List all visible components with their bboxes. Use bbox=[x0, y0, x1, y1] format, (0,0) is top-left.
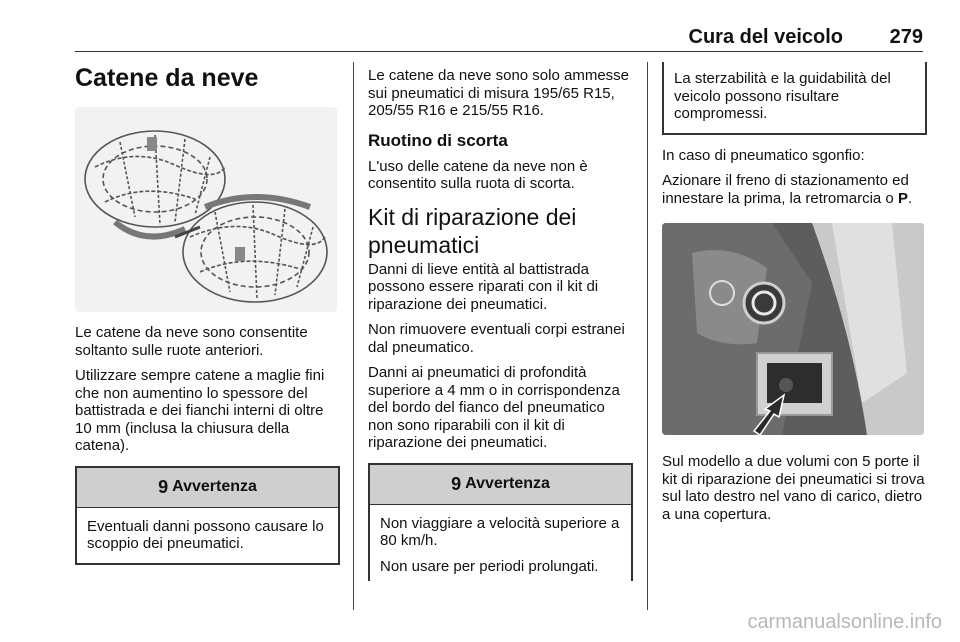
warning-text: Non usare per periodi prolungati. bbox=[380, 557, 599, 575]
warning-header bbox=[77, 468, 338, 508]
warning-text: Eventuali danni possono causare lo scoppio dei pneumatici. bbox=[87, 517, 324, 552]
column-divider-1 bbox=[353, 62, 354, 610]
warning-header bbox=[370, 465, 631, 505]
trunk-repair-kit-photo-icon bbox=[662, 223, 924, 435]
paragraph: Non rimuovere eventuali corpi estranei dal pneumatico. bbox=[368, 321, 625, 356]
paragraph: In caso di pneumatico sgonfio: bbox=[662, 146, 865, 164]
snow-chains-illustration-icon bbox=[75, 107, 337, 312]
paragraph: Danni di lieve entità al battistrada possono essere riparati con il kit di riparazione dei pneumatici. bbox=[368, 260, 599, 313]
note-box bbox=[662, 62, 927, 135]
subheading-spare-wheel: Ruotino di scorta bbox=[368, 130, 508, 150]
warning-title: Avvertenza bbox=[465, 475, 550, 492]
column-divider-2 bbox=[647, 62, 648, 610]
note-text: La sterzabilità e la guidabilità del veicolo possono risultare compromessi. bbox=[674, 70, 891, 122]
watermark: carmanualsonline.info bbox=[747, 611, 942, 633]
section-heading-repair-kit: Kit di riparazione dei pneumatici bbox=[368, 203, 577, 258]
column-2 bbox=[368, 62, 633, 581]
paragraph-text: . bbox=[907, 189, 913, 207]
paragraph: Danni ai pneumatici di profondità superiore a 4 mm o in corrispondenza del bordo del fianco del pneumatico non sono riparabili con il kit di riparazione dei pneumatici. bbox=[368, 364, 620, 451]
warning-triangle-icon: 9 bbox=[158, 476, 169, 497]
paragraph: Sul modello a due volumi con 5 porte il kit di riparazione dei pneumatici si trova sul lato destro nel vano di carico, dietro a una copertura. bbox=[662, 453, 925, 523]
page-header bbox=[75, 22, 923, 52]
gear-p-label: P bbox=[897, 189, 908, 207]
column-3 bbox=[662, 62, 927, 523]
paragraph bbox=[662, 172, 927, 207]
paragraph: L'uso delle catene da neve non è consentito sulla ruota di scorta. bbox=[368, 157, 588, 192]
warning-text: Non viaggiare a velocità superiore a 80 km/h. bbox=[380, 514, 620, 549]
section-heading-snow-chains: Catene da neve bbox=[75, 64, 259, 92]
warning-title: Avvertenza bbox=[172, 478, 257, 495]
warning-triangle-icon: 9 bbox=[451, 473, 462, 494]
warning-box bbox=[75, 466, 340, 565]
page-number: 279 bbox=[889, 26, 923, 48]
paragraph: Le catene da neve sono solo ammesse sui pneumatici di misura 195/65 R15, 205/55 R16 e 215/55 R16. bbox=[368, 67, 629, 119]
column-1 bbox=[75, 62, 340, 565]
warning-box bbox=[368, 463, 633, 582]
paragraph: Utilizzare sempre catene a maglie fini che non aumentino lo spessore del battistrada e dei fianchi interni di oltre 10 mm (inclusa la chiusura della catena). bbox=[75, 367, 325, 454]
paragraph-text: Azionare il freno di stazionamento ed innestare la prima, la retromarcia o bbox=[662, 172, 909, 207]
paragraph: Le catene da neve sono consentite soltanto sulle ruote anteriori. bbox=[75, 324, 308, 359]
section-title: Cura del veicolo bbox=[688, 26, 843, 48]
